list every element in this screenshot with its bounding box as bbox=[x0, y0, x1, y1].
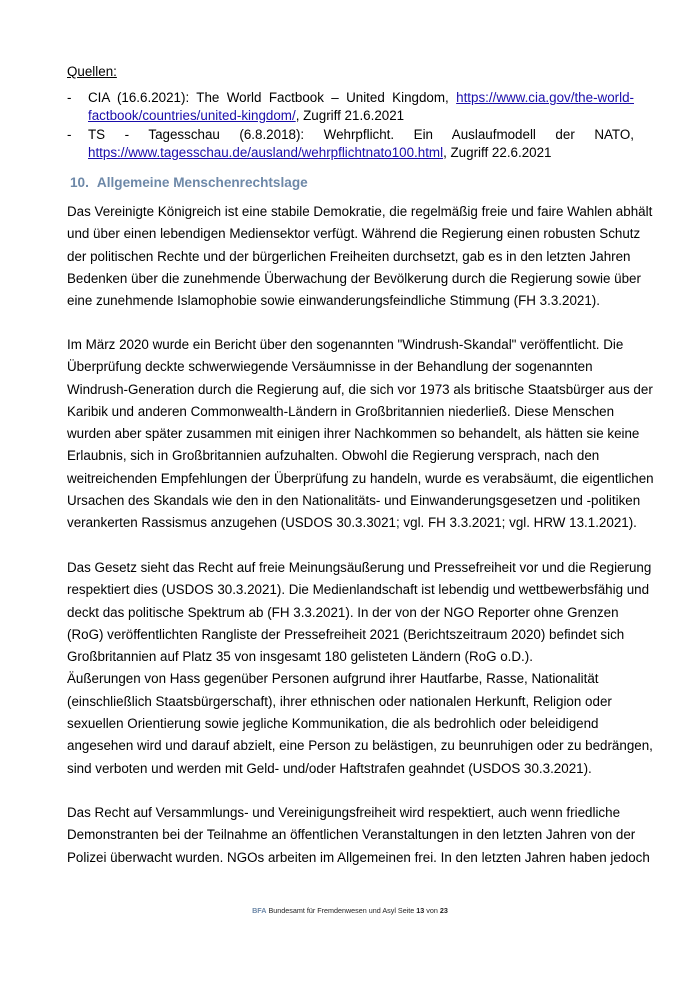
source-link[interactable]: https://www.tagesschau.de/ausland/wehrpflichtnato100.html bbox=[88, 145, 444, 160]
text-line: Karibik und anderen Commonwealth-Ländern in Großbritannien niederließ. Diese Menschen bbox=[67, 403, 615, 419]
section-number: 10. bbox=[70, 175, 89, 190]
page-number: 13 bbox=[416, 906, 425, 915]
source-access-date: , Zugriff 22.6.2021 bbox=[443, 145, 552, 160]
text-line: Großbritannien auf Platz 35 von insgesamt 180 gelisteten Ländern (RoG o.D.). bbox=[67, 649, 533, 665]
text-line: Erlaubnis, sich in Großbritannien aufzuhalten. Obwohl die Regierung versprach, nach den bbox=[67, 448, 600, 464]
list-dash: - bbox=[67, 90, 72, 105]
paragraph bbox=[67, 201, 652, 312]
page-footer bbox=[0, 906, 700, 915]
footer-text: Bundesamt für Fremdenwesen und Asyl Seite bbox=[268, 906, 415, 915]
source-text: TS - Tagesschau (6.8.2018): Wehrpflicht. Ein Auslaufmodell der NATO, bbox=[88, 127, 634, 142]
source-item bbox=[67, 126, 634, 162]
text-line: Äußerungen von Hass gegenüber Personen aufgrund ihrer Hautfarbe, Rasse, Nationalität bbox=[67, 671, 599, 687]
text-line: Windrush-Generation durch die Regierung auf, die sich vor 1973 als britische Staatsbürger aus der bbox=[67, 381, 653, 397]
source-link[interactable]: factbook/countries/united-kingdom/ bbox=[88, 108, 296, 123]
text-line: Im März 2020 wurde ein Bericht über den sogenannten "Windrush-Skandal" veröffentlicht. Die bbox=[67, 337, 624, 352]
text-line: eine zunehmende Islamophobie sowie einwanderungsfeindliche Stimmung (FH 3.3.2021). bbox=[67, 293, 600, 309]
text-line: respektiert dies (USDOS 30.3.2021). Die Medienlandschaft ist lebendig und wettbewerbsfähig und bbox=[67, 582, 650, 598]
text-line: Bedenken über die zunehmende Überwachung der Bevölkerung durch die Regierung sowie über bbox=[67, 270, 641, 286]
text-line: (einschließlich Staatsbürgerschaft), ihrer ethnischen oder nationalen Herkunft, Religion oder bbox=[67, 693, 612, 709]
list-dash: - bbox=[67, 127, 72, 142]
text-line: sexuellen Orientierung sowie jegliche Kommunikation, die als bedrohlich oder beleidigend bbox=[67, 716, 599, 732]
paragraph bbox=[67, 802, 650, 869]
text-line: Polizei überwacht wurden. NGOs arbeiten im Allgemeinen frei. In den letzten Jahren haben jedoch bbox=[67, 849, 650, 865]
text-line: verankerten Rassismus anzugehen (USDOS 30.3.3021; vgl. FH 3.3.2021; vgl. HRW 13.1.2021). bbox=[67, 515, 637, 531]
sources-label: Quellen: bbox=[67, 64, 117, 79]
text-line: sind verboten und werden mit Geld- und/oder Haftstrafen geahndet (USDOS 30.3.2021). bbox=[67, 760, 592, 776]
text-line: der politischen Rechte und der bürgerlichen Freiheiten durchsetzt, gab es in den letzten Jahren bbox=[67, 248, 631, 264]
text-line: Das Vereinigte Königreich ist eine stabile Demokratie, die regelmäßig freie und faire Wahlen abhält bbox=[67, 204, 653, 219]
page-total: 23 bbox=[439, 906, 448, 915]
section-heading bbox=[70, 175, 308, 190]
source-link[interactable]: https://www.cia.gov/the-world- bbox=[456, 90, 634, 105]
bfa-logo: BFA bbox=[252, 906, 267, 915]
source-item bbox=[67, 89, 634, 125]
text-line: angesehen wird und darauf abzielt, eine Person zu belästigen, zu beunruhigen oder zu bedrängen, bbox=[67, 738, 653, 754]
paragraph bbox=[67, 334, 654, 535]
text-line: und über einen lebendigen Mediensektor verfügt. Während die Regierung einen robusten Schutz bbox=[67, 226, 641, 242]
source-text: CIA (16.6.2021): The World Factbook – United Kingdom, bbox=[88, 90, 449, 105]
text-line: Das Recht auf Versammlungs- und Vereinigungsfreiheit wird respektiert, auch wenn friedliche bbox=[67, 805, 621, 820]
footer-of: von bbox=[426, 906, 438, 915]
text-line: weitreichenden Empfehlungen der Überprüfung zu handeln, wurde es verabsäumt, die eigentlichen bbox=[67, 470, 654, 486]
paragraph bbox=[67, 557, 653, 780]
text-line: deckt das politische Spektrum ab (FH 3.3.2021). In der von der NGO Reporter ohne Grenzen bbox=[67, 604, 619, 620]
text-line: Das Gesetz sieht das Recht auf freie Meinungsäußerung und Pressefreiheit vor und die Regierung bbox=[67, 560, 652, 575]
text-line: wurden aber später zusammen mit einigen ihrer Nachkommen so behandelt, als hätten sie keine bbox=[67, 426, 640, 442]
section-title: Allgemeine Menschenrechtslage bbox=[96, 175, 308, 190]
text-line: Überprüfung deckte schwerwiegende Versäumnisse in der Behandlung der sogenannten bbox=[67, 359, 593, 375]
text-line: (RoG) veröffentlichten Rangliste der Pressefreiheit 2021 (Berichtszeitraum 2020) befindet sich bbox=[67, 626, 625, 642]
text-line: Demonstranten bei der Teilnahme an öffentlichen Veranstaltungen in den letzten Jahren von der bbox=[67, 827, 636, 843]
source-access-date: , Zugriff 21.6.2021 bbox=[295, 108, 405, 123]
text-line: Ursachen des Skandals wie den in den Nationalitäts- und Einwanderungsgesetzen und -politiken bbox=[67, 493, 641, 509]
